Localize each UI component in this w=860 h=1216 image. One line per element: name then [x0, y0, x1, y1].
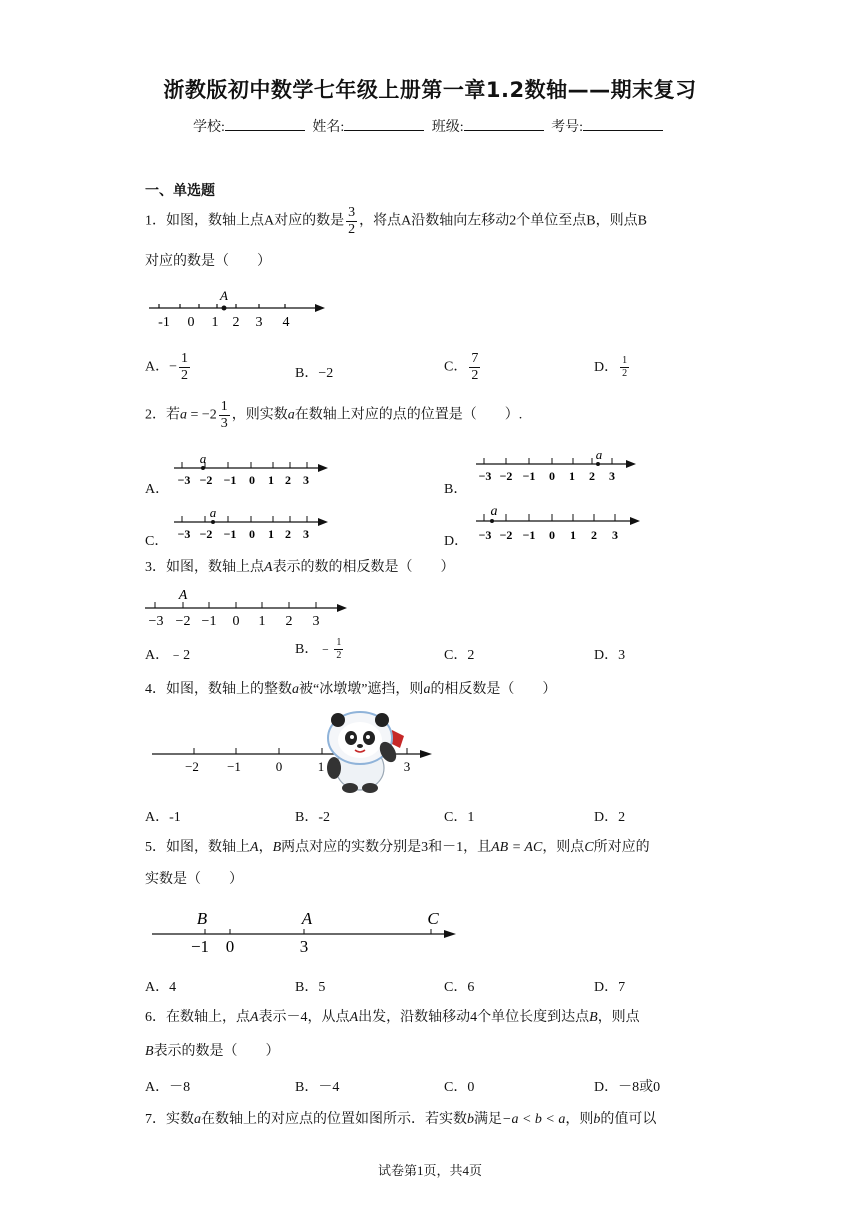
svg-text:−1: −1	[190, 937, 210, 956]
class-blank[interactable]	[464, 116, 544, 131]
svg-text:−1: −1	[223, 473, 237, 487]
svg-text:−3: −3	[177, 527, 191, 541]
svg-text:2: 2	[285, 473, 291, 487]
school-label: 学校:	[192, 120, 225, 135]
bing-dwen-dwen-mascot-image	[327, 712, 404, 793]
svg-text:2: 2	[232, 315, 240, 330]
question-5-stem: 5．如图，数轴上A，B两点对应的实数分别是3和－1，且AB = AC，则点C所对应的	[145, 840, 650, 855]
svg-text:3: 3	[612, 528, 618, 542]
section-heading: 一、单选题	[145, 183, 215, 199]
question-7-stem: 7．实数a在数轴上的对应点的位置如图所示．若实数b满足−a < b < a，则b的值可以	[145, 1112, 657, 1127]
svg-text:3: 3	[299, 937, 309, 956]
q4-option-c[interactable]: C．1	[444, 810, 475, 825]
svg-text:a: a	[490, 504, 498, 519]
q1-text-a: 1．如图，数轴上点A对应的数是	[145, 213, 345, 229]
name-blank[interactable]	[344, 116, 424, 131]
q1-option-a[interactable]: A．− $\frac{1}{2}$	[145, 351, 189, 383]
svg-text:3: 3	[303, 473, 309, 487]
q1-text-b: ，将点A沿数轴向左移动2个单位至点B，则点B	[359, 213, 647, 229]
svg-text:0: 0	[249, 527, 255, 541]
page-title: 浙教版初中数学七年级上册第一章1.2数轴——期末复习	[163, 78, 697, 102]
q3-point-label: A	[178, 588, 188, 603]
svg-text:0: 0	[232, 614, 240, 628]
q2-option-a-label[interactable]: A．	[145, 482, 170, 497]
svg-text:−2: −2	[499, 528, 513, 542]
student-info-line	[0, 116, 860, 136]
svg-text:−3: −3	[148, 614, 164, 628]
svg-text:a: a	[209, 506, 217, 520]
name-label: 姓名:	[312, 120, 345, 135]
q3-option-d[interactable]: D．3	[594, 648, 626, 663]
q4-option-a[interactable]: A．-1	[145, 810, 181, 825]
svg-text:1: 1	[268, 473, 274, 487]
question-1-stem	[145, 206, 647, 237]
question-2-stem: 2．若a = −2 $\frac{1}{3}$ ，则实数a在数轴上对应的点的位置是（ ）.	[145, 399, 523, 431]
q3-option-a[interactable]: A．﹣2	[145, 648, 191, 663]
svg-text:0: 0	[549, 469, 555, 483]
q2-option-a-line[interactable]	[170, 452, 330, 488]
q4-number-line	[148, 708, 448, 794]
svg-text:−2: −2	[185, 759, 199, 774]
svg-text:−1: −1	[227, 759, 241, 774]
q2-option-c-line[interactable]	[170, 506, 330, 542]
q1-option-d[interactable]: D． $\frac{1}{2}$	[594, 355, 628, 380]
q5-option-c[interactable]: C．6	[444, 980, 475, 995]
q2-option-b-line[interactable]	[472, 448, 638, 484]
svg-text:−2: −2	[499, 469, 513, 483]
svg-text:2: 2	[285, 614, 293, 628]
svg-text:3: 3	[403, 759, 411, 774]
svg-text:1: 1	[268, 527, 274, 541]
question-6-stem: 6．在数轴上，点A表示－4，从点A出发，沿数轴移动4个单位长度到达点B，则点	[145, 1010, 640, 1025]
svg-text:3: 3	[255, 315, 263, 330]
svg-text:3: 3	[609, 469, 615, 483]
svg-text:0: 0	[225, 937, 235, 956]
svg-text:−2: −2	[199, 473, 213, 487]
q5-option-d[interactable]: D．7	[594, 980, 626, 995]
svg-text:−1: −1	[522, 469, 536, 483]
page-footer: 试卷第1页，共4页	[377, 1163, 482, 1178]
svg-text:−3: −3	[478, 528, 492, 542]
svg-text:−2: −2	[199, 527, 213, 541]
svg-text:1: 1	[258, 614, 266, 628]
svg-text:−1: −1	[223, 527, 237, 541]
q1-fraction: $\frac{3}{2}$	[348, 205, 356, 237]
q6-option-a[interactable]: A．－8	[145, 1080, 191, 1095]
svg-text:C: C	[427, 909, 439, 928]
exam-no-label: 考号:	[551, 120, 584, 135]
q1-line2: 对应的数是（ ）	[145, 254, 271, 269]
q6-option-c[interactable]: C．0	[444, 1080, 475, 1095]
q5-number-line	[150, 904, 462, 960]
class-label: 班级:	[431, 120, 464, 135]
svg-text:a: a	[595, 448, 603, 462]
svg-text:A: A	[301, 909, 313, 928]
q1-point-a	[222, 306, 227, 311]
q3-option-b[interactable]: B．﹣ $\frac{1}{2}$	[295, 637, 342, 662]
svg-text:B: B	[196, 909, 208, 928]
svg-text:2: 2	[589, 469, 595, 483]
svg-text:a: a	[199, 452, 207, 466]
q2-option-d-label[interactable]: D．	[444, 534, 469, 549]
svg-text:1: 1	[211, 315, 219, 330]
svg-text:3: 3	[303, 527, 309, 541]
svg-text:2: 2	[285, 527, 291, 541]
q5-option-a[interactable]: A．4	[145, 980, 177, 995]
q5-option-b[interactable]: B．5	[295, 980, 326, 995]
q2-option-c-label[interactable]: C．	[145, 534, 169, 549]
q6-option-d[interactable]: D．－8或0	[594, 1080, 661, 1095]
exam-no-blank[interactable]	[583, 116, 663, 131]
svg-text:1: 1	[570, 528, 576, 542]
q6-option-b[interactable]: B．－4	[295, 1080, 340, 1095]
q6-line2: B表示的数是（ ）	[145, 1044, 280, 1059]
svg-text:−3: −3	[177, 473, 191, 487]
q2-option-b-label[interactable]: B．	[444, 482, 468, 497]
question-3-stem: 3．如图，数轴上点A表示的数的相反数是（ ）	[145, 560, 455, 575]
question-4-stem: 4．如图，数轴上的整数a被“冰墩墩”遮挡，则a的相反数是（ ）	[145, 682, 557, 697]
svg-text:1: 1	[317, 759, 325, 774]
svg-text:−2: −2	[175, 614, 191, 628]
svg-text:4: 4	[282, 315, 290, 330]
svg-text:-1: -1	[158, 315, 170, 330]
q3-number-line	[143, 584, 353, 628]
svg-text:0: 0	[549, 528, 555, 542]
svg-text:2: 2	[591, 528, 597, 542]
svg-text:−3: −3	[478, 469, 492, 483]
school-blank[interactable]	[225, 116, 305, 131]
svg-text:−1: −1	[201, 614, 217, 628]
q4-option-d[interactable]: D．2	[594, 810, 626, 825]
svg-text:0: 0	[249, 473, 255, 487]
q1-point-label: A	[220, 288, 228, 303]
q1-option-c[interactable]: C． $\frac{7}{2}$	[444, 351, 479, 383]
svg-text:0: 0	[275, 759, 283, 774]
q3-option-c[interactable]: C．2	[444, 648, 475, 663]
svg-text:0: 0	[187, 315, 195, 330]
q1-number-line	[145, 288, 335, 332]
q1-option-b[interactable]: B．−2	[295, 366, 334, 381]
q4-option-b[interactable]: B．-2	[295, 810, 330, 825]
svg-text:1: 1	[569, 469, 575, 483]
q5-line2: 实数是（ ）	[145, 872, 243, 887]
q2-option-d-line[interactable]	[472, 502, 642, 542]
svg-text:−1: −1	[522, 528, 536, 542]
svg-text:3: 3	[312, 614, 320, 628]
